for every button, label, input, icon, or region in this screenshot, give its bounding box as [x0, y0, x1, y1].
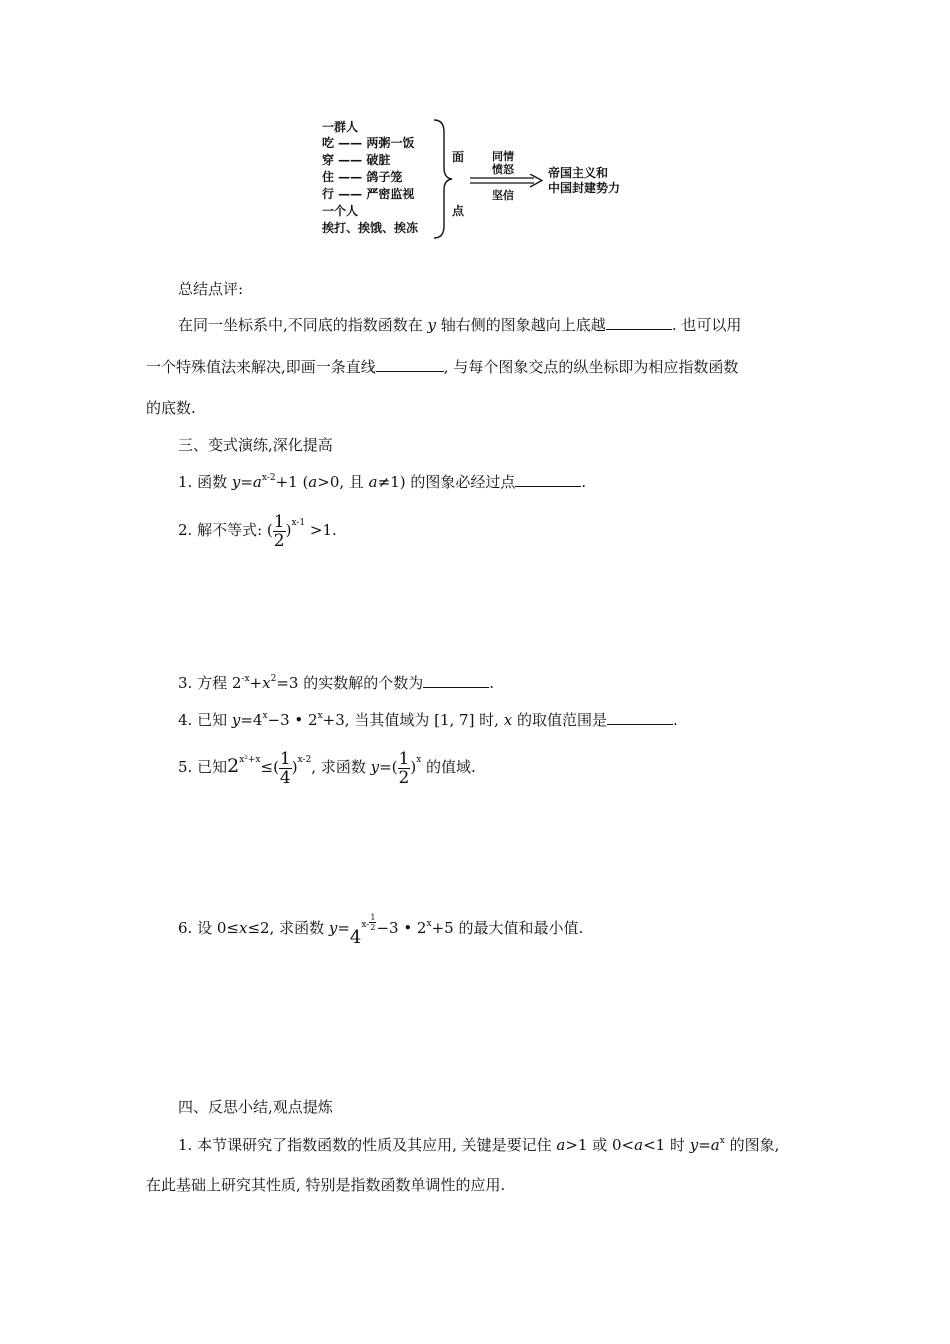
- fraction: [273, 513, 286, 550]
- question-1: [178, 472, 586, 492]
- text: <1 时: [643, 1136, 690, 1154]
- exponent: x²+x: [239, 755, 261, 765]
- exponent: x: [416, 755, 422, 765]
- exponent: x: [262, 711, 268, 721]
- text: . 也可以用: [671, 316, 742, 334]
- answer-blank[interactable]: [606, 315, 672, 330]
- exponent: x: [426, 919, 432, 929]
- question-2: [178, 510, 337, 550]
- var-a: a: [634, 1136, 644, 1154]
- text: =: [240, 473, 253, 491]
- text: 轴右侧的图象越向上底越: [436, 316, 606, 334]
- var-y: y: [689, 1136, 699, 1154]
- text: ): [285, 521, 292, 539]
- text: >0, 且: [317, 473, 369, 491]
- arrow-top-label: [492, 150, 514, 176]
- var-x: x: [238, 919, 248, 937]
- denominator: 2: [370, 923, 376, 932]
- numerator: 1: [279, 748, 291, 769]
- summary-item-1-line-1: [178, 1135, 779, 1155]
- text: ≤(: [260, 758, 279, 776]
- var-a: a: [710, 1136, 720, 1154]
- summary-paragraph-line-3: 的底数.: [146, 399, 196, 417]
- concept-diagram: [322, 118, 642, 240]
- exponent: -x: [241, 674, 250, 684]
- text: =: [698, 1136, 711, 1154]
- text: , 与每个图象交点的纵坐标即为相应指数函数: [443, 358, 739, 376]
- text: .: [581, 473, 587, 491]
- denominator: 4: [279, 767, 291, 788]
- text: +1 (: [275, 473, 309, 491]
- text: 的值域.: [421, 758, 476, 776]
- text: ): [291, 758, 298, 776]
- text: , 求函数: [311, 758, 371, 776]
- var-a: a: [556, 1136, 566, 1154]
- text: 4: [349, 927, 362, 948]
- question-6: [178, 912, 583, 954]
- diagram-left-line: 穿 —— 破脏: [322, 153, 391, 167]
- diagram-left-line: 吃 —— 两粥一饭: [322, 136, 415, 150]
- exponent: x-2: [297, 755, 312, 765]
- text: +3, 当其值域为 [1, 7] 时,: [322, 711, 504, 729]
- diagram-target-line: 中国封建势力: [548, 181, 621, 195]
- answer-blank[interactable]: [607, 710, 673, 725]
- fraction: [398, 750, 411, 787]
- text: =4: [240, 711, 263, 729]
- section-4-heading: 四、反思小结,观点提炼: [178, 1098, 333, 1116]
- brace-bottom-label: 点: [452, 204, 465, 218]
- answer-blank[interactable]: [515, 472, 581, 487]
- diagram-target: [548, 166, 620, 196]
- brace-top-label: 面: [452, 150, 465, 164]
- text: 5. 已知: [178, 758, 228, 776]
- answer-blank[interactable]: [423, 673, 489, 688]
- var-x: x: [262, 674, 271, 692]
- text: ≤2, 求函数: [247, 919, 329, 937]
- exponent: x: [719, 1136, 725, 1146]
- fraction: [279, 750, 292, 787]
- text: .: [489, 674, 494, 692]
- exponent: 2: [270, 674, 277, 684]
- question-4: [178, 710, 678, 730]
- text: 3. 方程 2: [178, 674, 242, 692]
- var-y: y: [231, 473, 241, 491]
- arrow-bottom-label: 坚信: [492, 189, 514, 202]
- text: =3 的实数解的个数为: [276, 674, 424, 692]
- text: ): [410, 758, 417, 776]
- summary-heading: 总结点评:: [178, 280, 244, 298]
- summary-item-1-line-2: 在此基础上研究其性质, 特别是指数函数单调性的应用.: [146, 1176, 506, 1194]
- diagram-target-line: 帝国主义和: [548, 166, 609, 180]
- summary-paragraph-line-2: [146, 357, 738, 377]
- text: 在同一坐标系中,不同底的指数函数在: [178, 316, 428, 334]
- denominator: 2: [273, 530, 285, 551]
- text: −3 • 2: [376, 919, 427, 937]
- text: =: [337, 919, 350, 937]
- var-y: y: [427, 316, 437, 334]
- diagram-left-line: 一群人: [322, 120, 359, 134]
- exponent: x-: [361, 920, 370, 930]
- question-3: [178, 673, 494, 693]
- answer-blank[interactable]: [376, 357, 444, 372]
- var-y: y: [328, 919, 338, 937]
- summary-paragraph-line-1: [178, 315, 741, 335]
- text: −3 • 2: [267, 711, 318, 729]
- section-3-heading: 三、变式演练,深化提高: [178, 436, 333, 454]
- var-y: y: [231, 711, 241, 729]
- text: .: [672, 711, 678, 729]
- text: =(: [379, 758, 398, 776]
- text: >1.: [305, 521, 337, 539]
- var-y: y: [370, 758, 380, 776]
- text: ≠1) 的图象必经过点: [377, 473, 516, 491]
- exponent: x-1: [291, 518, 306, 528]
- numerator: 1: [398, 748, 410, 769]
- double-arrow-icon: [470, 174, 546, 188]
- var-a: a: [252, 473, 262, 491]
- text: 一个特殊值法来解决,即画一条直线: [146, 358, 376, 376]
- text: 4. 已知: [178, 711, 232, 729]
- text: 2. 解不等式: (: [178, 521, 273, 539]
- text: >1 或 0<: [565, 1136, 635, 1154]
- text: 1. 函数: [178, 473, 232, 491]
- diagram-left-line: 挨打、挨饿、挨冻: [322, 221, 419, 235]
- question-5: [178, 746, 476, 787]
- arrow-top-line: 愤怒: [492, 163, 514, 176]
- text: +5 的最大值和最小值.: [431, 919, 584, 937]
- text: 2: [227, 755, 240, 777]
- numerator: 1: [370, 913, 376, 922]
- numerator: 1: [273, 511, 285, 532]
- var-a: a: [368, 473, 378, 491]
- text: +: [249, 674, 263, 692]
- right-brace-icon: [430, 118, 460, 240]
- arrow-top-line: 同情: [492, 150, 514, 163]
- diagram-left-line: 一个人: [322, 204, 359, 218]
- diagram-left-line: 住 —— 鸽子笼: [322, 170, 403, 184]
- var-x: x: [503, 711, 513, 729]
- text: 的图象,: [724, 1136, 780, 1154]
- exponent: x: [317, 711, 323, 721]
- exponent: x-2: [261, 473, 276, 483]
- diagram-left-line: 行 —— 严密监视: [322, 187, 415, 201]
- text: 6. 设 0≤: [178, 919, 239, 937]
- text: 的取值范围是: [512, 711, 607, 729]
- var-a: a: [308, 473, 318, 491]
- denominator: 2: [398, 767, 410, 788]
- text: 1. 本节课研究了指数函数的性质及其应用, 关键是要记住: [178, 1136, 557, 1154]
